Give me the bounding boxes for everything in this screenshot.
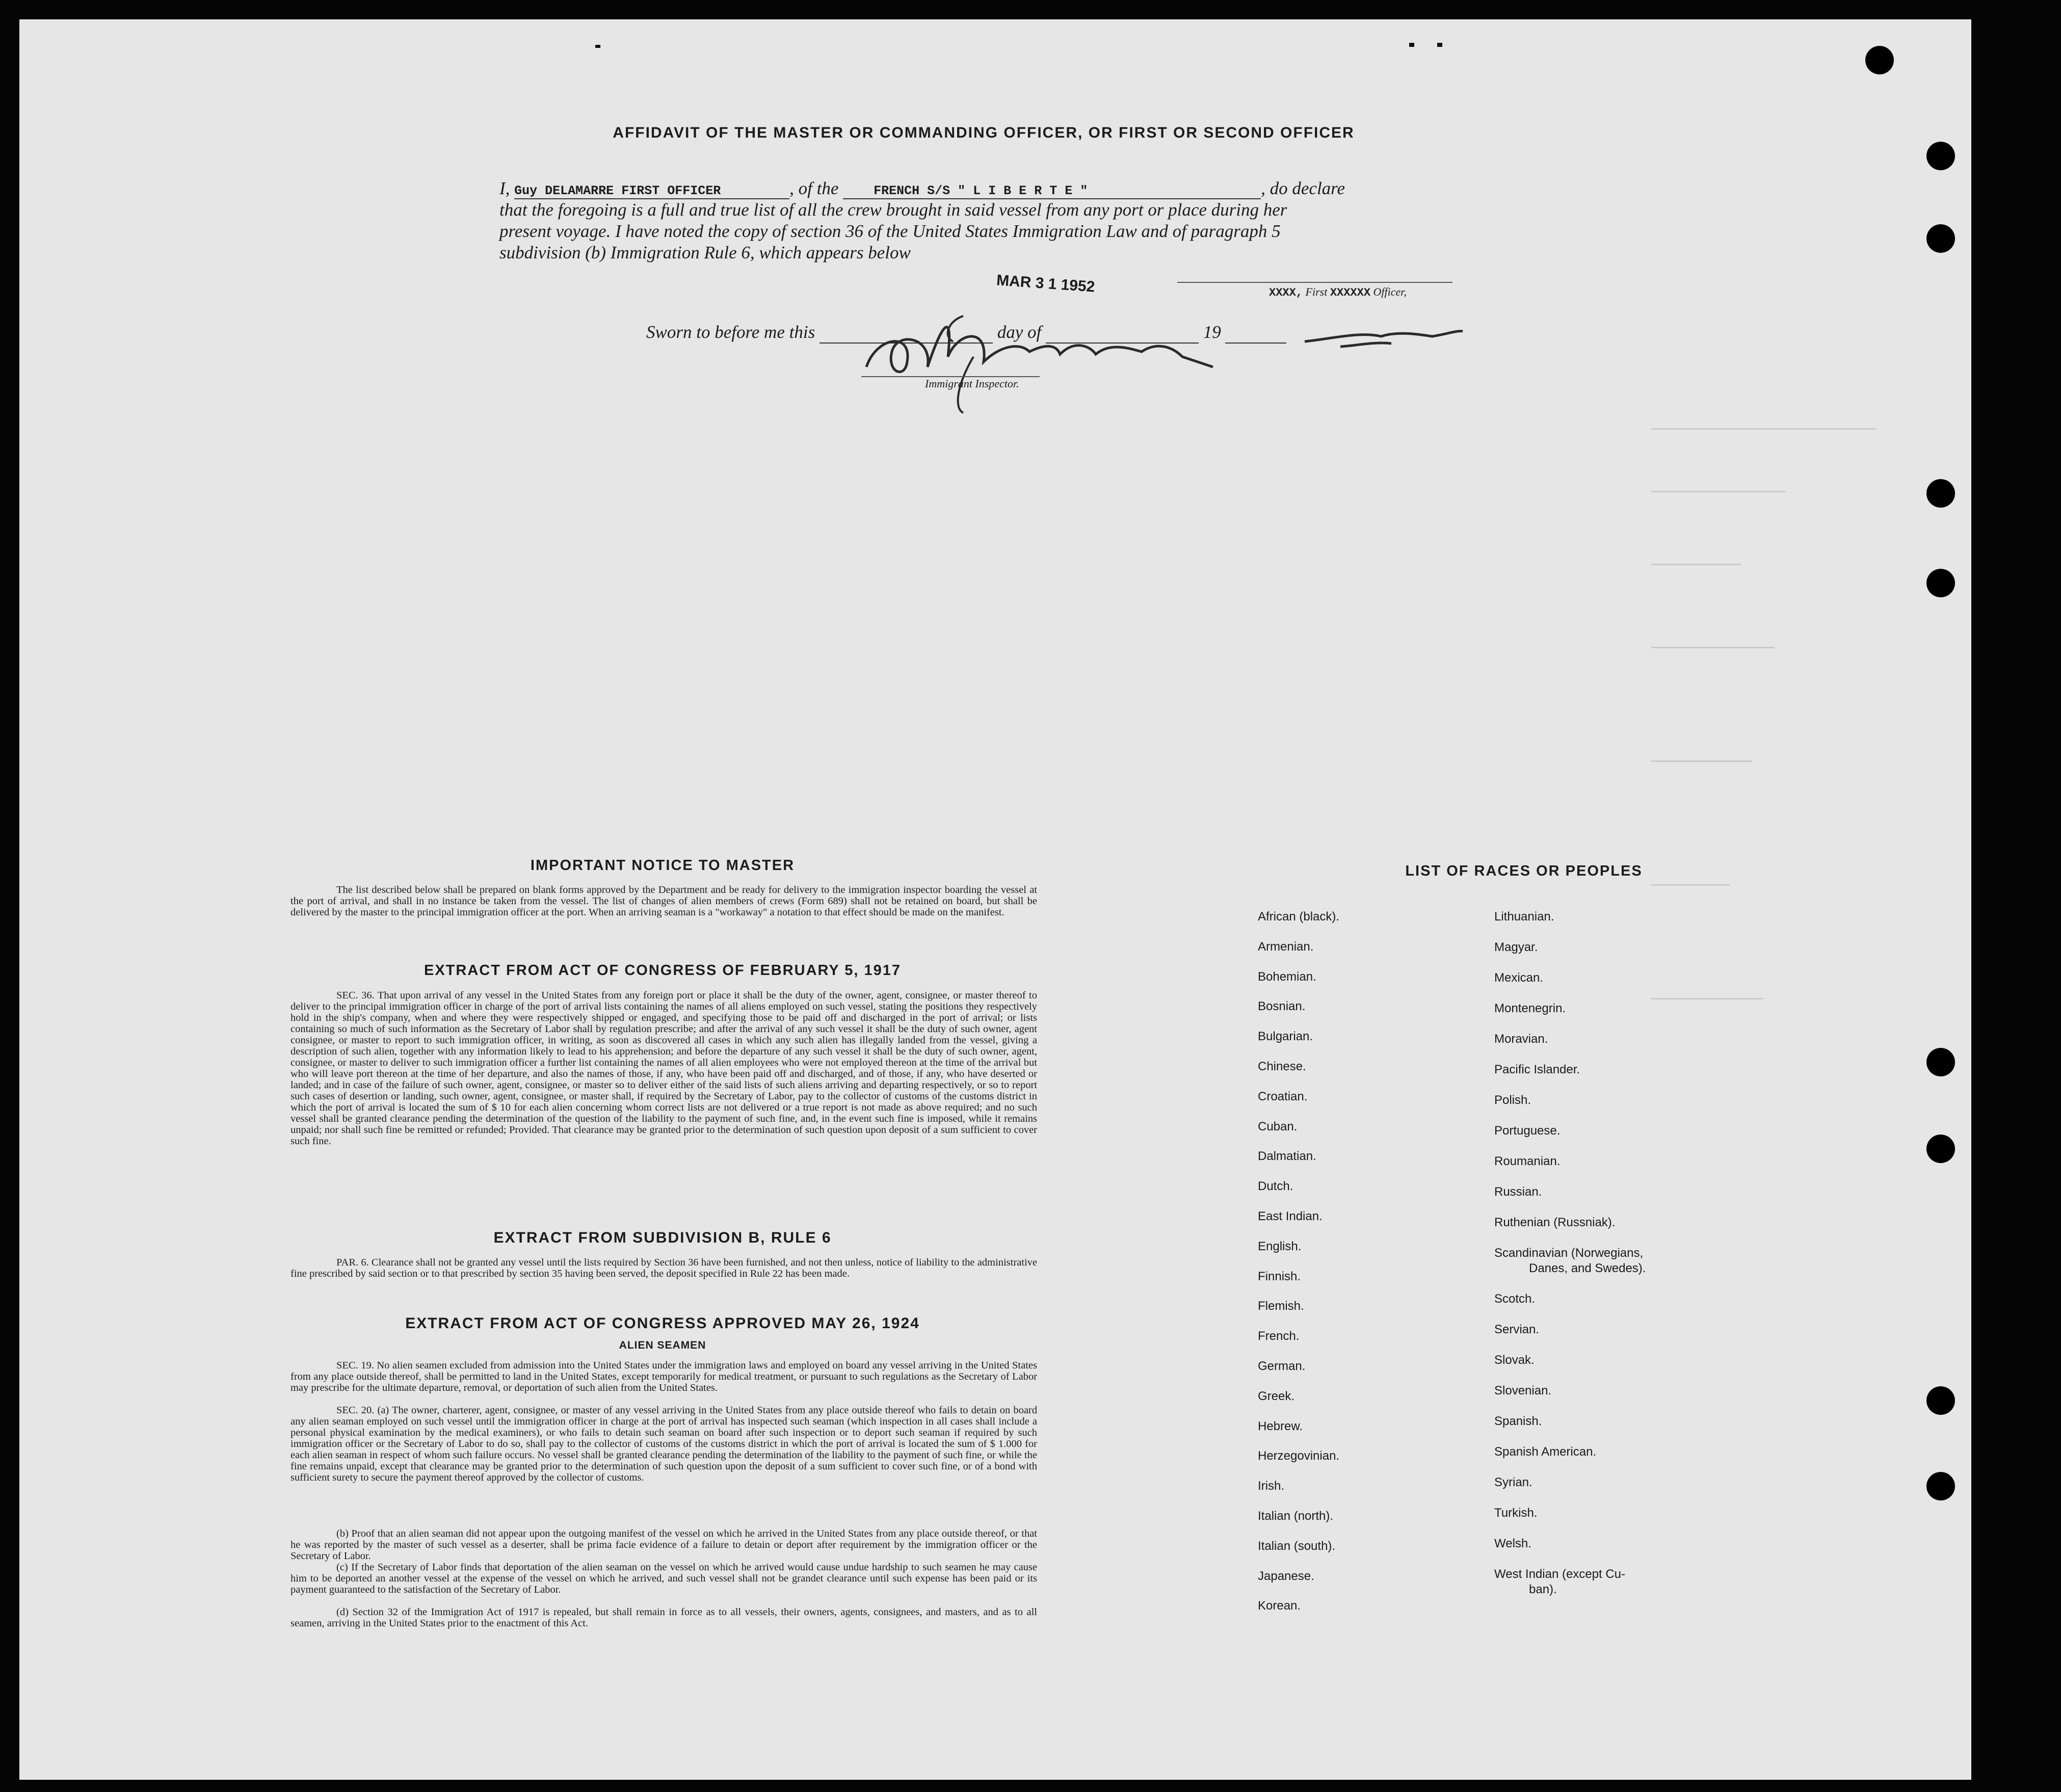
race-list-item: Bosnian. (1258, 999, 1306, 1014)
race-list-item: Greek. (1258, 1389, 1295, 1403)
inspector-signature (856, 291, 1244, 418)
officer-signature (1300, 321, 1468, 357)
race-list-item: Ruthenian (Russniak). (1494, 1216, 1616, 1229)
extract-1917-title: EXTRACT FROM ACT OF CONGRESS OF FEBRUARY 5, 1917 (424, 962, 902, 979)
race-list-item: Bulgarian. (1258, 1030, 1313, 1044)
officer-signature-line (1177, 282, 1452, 283)
race-list-item: Italian (south). (1258, 1539, 1336, 1553)
officer-name-field: Guy DELAMARRE FIRST OFFICER (514, 183, 789, 199)
race-list-item: Mexican. (1494, 971, 1544, 985)
rule6-body: PAR. 6. Clearance shall not be granted any vessel until the lists required by Section 36 have been furnished, and not then unless, notice of liability to the administrative fine prescribed by said section or to that prescribed by section 35 having been served, the deposit specified in Rule 22 has been made. (290, 1257, 1037, 1279)
race-list-item: Bohemian. (1258, 969, 1316, 984)
extract-1917-body: SEC. 36. That upon arrival of any vessel in the United States from any foreign port or place it shall be the duty of the owner, agent, consignee, or master thereof to deliver to the principal immigration officer in charge of the port of arrival lists containing the names of all aliens employed on such vessel, stating the positions they respectively hold in the ship's company, when and where they were respectively shipped or engaged, and specifying those to be paid off and discharged in the port of arrival; or lists containing so much of such information as the Secretary of Labor shall by regulation prescribe; and after the arrival of any such vessel it shall be the duty of such owner, agent consignee, or master to report to such immigration officer, in writing, as soon as discovered all cases in which any such alien has illegally landed from the vessel, giving a description of such alien, together with any information likely to lead to his apprehension; and before the departure of any such vessel it shall be the duty of such owner, agent, consignee, or master to deliver to such immigration officer a further list containing the names of all alien employees who were not employed thereon at the time of the arrival but who will leave port thereon at the time of her departure, and also the names of those, if any, who have been paid off and discharged, and of those, if any, who have deserted or landed; and in case of the failure of such owner, agent, consignee, or master so to deliver either of the said lists of such aliens arriving and departing respectively, or so to report such cases of desertion or landing, such owner, agent, consignee, or master shall, if required by the Secretary of Labor, pay to the collector of customs of the customs district in which the port of arrival is located the sum of $ 10 for each alien concerning whom correct lists are not delivered or a true report is not made as above required; and no such vessel shall be granted clearance pending the determination of the question of the liability to the payment of such fine, and, in the event such fine is imposed, while it remains unpaid; nor shall such fine be remitted or refunded; Provided. That clearance may be granted prior to the determination of such question upon deposit of a sum sufficient to cover such fine. (290, 990, 1037, 1147)
punch-hole (1865, 46, 1894, 74)
vessel-name-field: FRENCH S/S " L I B E R T E " (843, 183, 1261, 199)
race-list-item: Korean. (1258, 1599, 1301, 1613)
race-list-item: Welsh. (1494, 1537, 1531, 1550)
race-list-item: Finnish. (1258, 1269, 1301, 1283)
race-list-item: Pacific Islander. (1494, 1063, 1580, 1076)
race-list-item: Dalmatian. (1258, 1149, 1316, 1164)
race-list-item: Croatian. (1258, 1089, 1308, 1103)
punch-hole (1926, 1386, 1955, 1415)
sec20c-body: (c) If the Secretary of Labor finds that deportation of the alien seaman on the vessel on which he arrived would cause undue hardship to such seamen he may cause him to be deported an another vessel at the expense of the vessel on which he arrived, and such vessel shall not be grandet clearance until such expense has been paid or its payment guaranteed to the satisfaction of the Secretary of Labor. (290, 1562, 1037, 1595)
race-list-item: Armenian. (1258, 939, 1314, 954)
race-list-item: Servian. (1494, 1323, 1540, 1336)
race-list-item: Slovenian. (1494, 1384, 1552, 1398)
sec20b-body: (b) Proof that an alien seaman did not appear upon the outgoing manifest of the vessel on which he arrived in the United States from any place outside thereof, or that he was reported by the master of such vessel as a deserter, shall be prima facie evidence of a failure to detain or deport after requirement by the immigration officer or the Secretary of Labor. (290, 1528, 1037, 1562)
race-list-item: Hebrew. (1258, 1419, 1303, 1433)
race-list-item: Slovak. (1494, 1353, 1535, 1367)
race-list-item: Turkish. (1494, 1506, 1538, 1520)
race-list-item: Syrian. (1494, 1475, 1532, 1489)
punch-hole (1926, 224, 1955, 253)
race-list-item: Flemish. (1258, 1299, 1304, 1313)
sec20a-body: SEC. 20. (a) The owner, charterer, agent, consignee, or master of any vessel arriving in the United States from any place outside thereof who fails to detain on board any alien seaman employed on such vessel until the immigration officer in charge at the port of arrival has inspected such seaman (which inspection in all cases shall include a personal physical examination by the medical examiners), or who fails to detain such seaman on board after such inspection or to deport such seaman if required by such immigration officer or the Secretary of Labor to do so, shall pay to the collector of customs of the customs district in which the port of arrival is located the sum of $ 1.000 for each alien seaman in respect of whom such failure occurs. No vessel shall be granted clearance pending the determination of the liability to the payment of such fine, or while the fine remains unpaid, except that clearance may be granted prior to the determination of such question upon the deposit of a sum sufficient to cover such fine, or of a bond with sufficient surety to secure the payment thereof approved by the collector of customs. (290, 1405, 1037, 1483)
race-list-item: Lithuanian. (1494, 910, 1554, 924)
affidavit-line-2: that the foregoing is a full and true list of all the crew brought in said vessel from any port or place during her (499, 200, 1287, 220)
race-list-item: East Indian. (1258, 1209, 1323, 1223)
sec20d-body: (d) Section 32 of the Immigration Act of 1917 is repealed, but shall remain in force as to all vessels, their owners, agents, consignees, and masters, and as to all seamen, arriving in the United States prior to the enactment of this Act. (290, 1606, 1037, 1629)
rule6-title: EXTRACT FROM SUBDIVISION B, RULE 6 (493, 1229, 832, 1246)
ink-speck (1437, 43, 1442, 47)
race-list-item: ban). (1529, 1583, 1557, 1596)
affidavit-title: AFFIDAVIT OF THE MASTER OR COMMANDING OFFICER, OR FIRST OR SECOND OFFICER (613, 124, 1355, 141)
bleed-through (1651, 387, 1875, 1407)
notice-title: IMPORTANT NOTICE TO MASTER (530, 857, 795, 874)
sworn-text: Sworn to before me this (646, 322, 815, 342)
race-list-item: English. (1258, 1239, 1302, 1253)
affidavit-line-4: subdivision (b) Immigration Rule 6, which appears below (499, 243, 911, 262)
year-text: 19 (1203, 322, 1221, 342)
race-list-item: Cuban. (1258, 1119, 1298, 1134)
race-list-item: Roumanian. (1494, 1154, 1561, 1168)
punch-hole (1926, 1472, 1955, 1500)
race-list-item: Scotch. (1494, 1292, 1536, 1306)
race-list-item: Magyar. (1494, 940, 1538, 954)
race-list-item: German. (1258, 1359, 1306, 1373)
race-list-item: Montenegrin. (1494, 1002, 1566, 1015)
officer-label-end: Officer, (1373, 285, 1407, 298)
sec19-body: SEC. 19. No alien seamen excluded from admission into the United States under the immigration laws and employed on board any vessel arriving in the United States from any place outside thereof, shall be permitted to land in the United States, except temporarily for medical treatment, or pursuant to such regulations as the Secretary of Labor may prescribe for the ultimate departure, removal, or deportation of such alien from the United States. (290, 1360, 1037, 1393)
day-of-text: day of (997, 322, 1042, 342)
race-list-item: French. (1258, 1329, 1300, 1343)
officer-title-label: XXXX, First XXXXXX Officer, (1269, 285, 1407, 299)
extract-1924-title: EXTRACT FROM ACT OF CONGRESS APPROVED MAY 26, 1924 (405, 1315, 920, 1332)
race-list-item: Scandinavian (Norwegians, (1494, 1246, 1644, 1260)
race-list-item: Herzegovinian. (1258, 1449, 1340, 1463)
race-list-item: Italian (north). (1258, 1509, 1334, 1523)
alien-seamen-subtitle: ALIEN SEAMEN (619, 1339, 706, 1351)
race-list-item: Spanish American. (1494, 1445, 1597, 1459)
date-stamp: MAR 3 1 1952 (996, 272, 1096, 296)
race-list-item: Moravian. (1494, 1032, 1548, 1046)
punch-hole (1926, 569, 1955, 597)
race-list-item: Portuguese. (1494, 1124, 1561, 1138)
race-list-item: Dutch. (1258, 1179, 1293, 1194)
race-list-item: Spanish. (1494, 1414, 1542, 1428)
ink-speck (595, 45, 600, 48)
affidavit-do-declare: , do declare (1261, 178, 1345, 198)
affidavit-line-3: present voyage. I have noted the copy of section 36 of the United States Immigration Law and of paragraph 5 (499, 221, 1281, 241)
punch-hole (1926, 142, 1955, 170)
officer-first-label: First (1305, 285, 1328, 298)
punch-hole (1926, 1135, 1955, 1163)
race-list-item: Japanese. (1258, 1569, 1314, 1583)
inspector-label: Immigrant Inspector. (925, 377, 1019, 390)
ink-speck (1409, 43, 1414, 47)
affidavit-declaration-line (499, 178, 1468, 199)
race-list-item: West Indian (except Cu- (1494, 1567, 1626, 1581)
race-list-item: Polish. (1494, 1093, 1531, 1107)
punch-hole (1926, 479, 1955, 508)
races-title: LIST OF RACES OR PEOPLES (1405, 863, 1643, 879)
race-list-item: Russian. (1494, 1185, 1542, 1199)
race-list-item: Chinese. (1258, 1060, 1306, 1073)
race-list-item: Danes, and Swedes). (1529, 1261, 1646, 1275)
race-list-item: African (black). (1258, 910, 1340, 924)
race-list-item: Irish. (1258, 1479, 1285, 1493)
punch-hole (1926, 1048, 1955, 1076)
notice-body: The list described below shall be prepared on blank forms approved by the Department and be ready for delivery to the immigration inspector boarding the vessel at the port of arrival, and shall in no instance be taken from the vessel. The list of changes of alien members of crews (Form 689) shall not be retained on board, but shall be delivered by the master to the principal immigration officer at the port. When an arriving seaman is a "workaway" a notation to that effect should be made on the manifest. (290, 884, 1037, 918)
affidavit-i: I, (499, 178, 510, 198)
affidavit-of-the: , of the (789, 178, 839, 198)
